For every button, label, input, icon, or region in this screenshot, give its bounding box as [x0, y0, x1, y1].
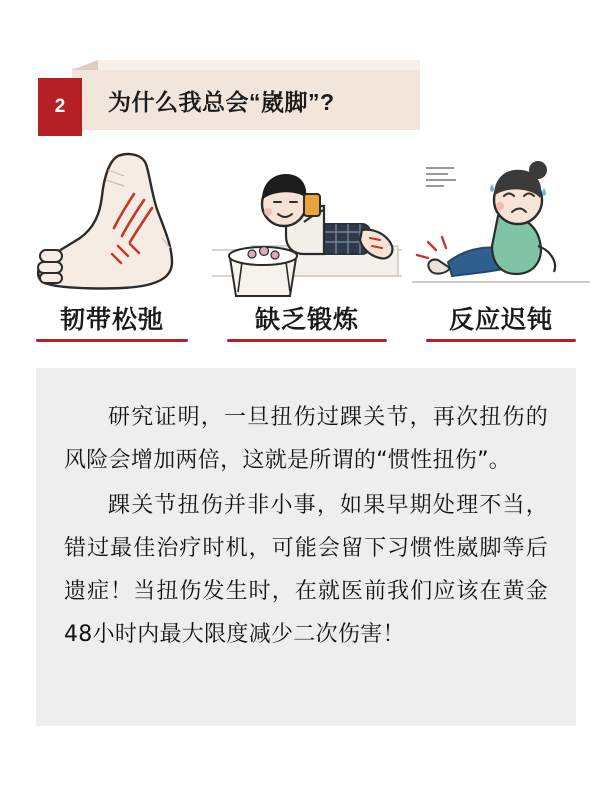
panel-caption-reaction: 反应迟钝 — [448, 305, 553, 334]
body-text-block — [36, 368, 576, 726]
illustration-panel-exercise — [212, 150, 402, 334]
panel-caption-ligament: 韧带松弛 — [59, 305, 164, 334]
section-number-badge: 2 — [38, 78, 82, 136]
paragraph-2: 踝关节扭伤并非小事，如果早期处理不当，错过最佳治疗时机，可能会留下习惯性崴脚等后遗症！当扭伤发生时，在就医前我们应该在黄金48小时内最大限度减少二次伤害！ — [64, 493, 548, 647]
panel-caption-exercise: 缺乏锻炼 — [254, 305, 359, 334]
foot-ligament-icon — [22, 150, 202, 300]
panel-caption-underline — [36, 339, 187, 342]
person-lying-eating-icon — [212, 150, 402, 300]
illustration-row — [0, 150, 612, 350]
section-header — [0, 60, 612, 142]
paragraph-1: 研究证明，一旦扭伤过踝关节，再次扭伤的风险会增加两倍，这就是所谓的“惯性扭伤”。 — [64, 405, 548, 473]
page-title: 为什么我总会“崴脚”? — [108, 89, 335, 115]
panel-caption-underline — [426, 339, 576, 342]
illustration-panel-reaction — [412, 150, 590, 334]
person-falling-icon — [412, 150, 590, 300]
panel-caption-underline — [227, 339, 387, 342]
illustration-panel-ligament — [22, 150, 202, 334]
header-band-fold — [72, 60, 98, 70]
header-band-highlight — [98, 60, 420, 70]
